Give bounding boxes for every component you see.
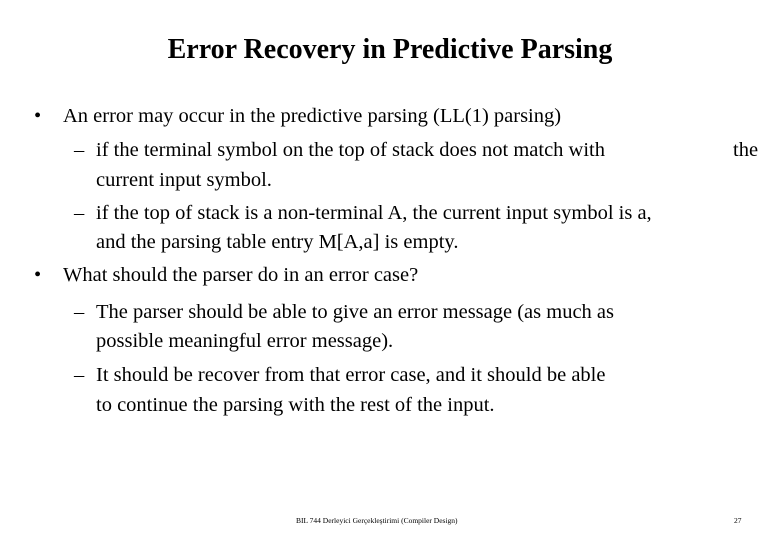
subitem-1-1-line-2: current input symbol. [96,169,272,191]
subitem-1-1-line-1: if the terminal symbol on the top of stack does not match with [96,139,605,161]
subitem-1-2-line-2: and the parsing table entry M[A,a] is empty. [96,231,459,253]
bullet-marker: • [34,264,42,286]
subitem-1-2-line-1: if the top of stack is a non-terminal A, the current input symbol is a, [96,202,652,224]
footer-page-number: 27 [734,516,742,525]
subitem-2-1-line-1: The parser should be able to give an error message (as much as [96,301,615,323]
bullet-2-text: What should the parser do in an error case? [63,264,419,286]
subitem-2-2-line-2: to continue the parsing with the rest of the input. [96,394,495,416]
slide-title: Error Recovery in Predictive Parsing [167,34,613,65]
subitem-dash: – [74,364,85,386]
subitem-dash: – [74,301,85,323]
subitem-1-1-line-1-end: the [733,139,759,161]
bullet-marker: • [34,105,42,127]
footer-course-title: BIL 744 Derleyici Gerçekleştirimi (Compiler Design) [296,516,458,525]
subitem-2-1-line-2: possible meaningful error message). [96,330,394,352]
subitem-2-2-line-1: It should be recover from that error case, and it should be able [96,364,606,386]
subitem-dash: – [74,139,85,161]
subitem-dash: – [74,202,85,224]
bullet-1-text: An error may occur in the predictive parsing (LL(1) parsing) [63,105,562,127]
